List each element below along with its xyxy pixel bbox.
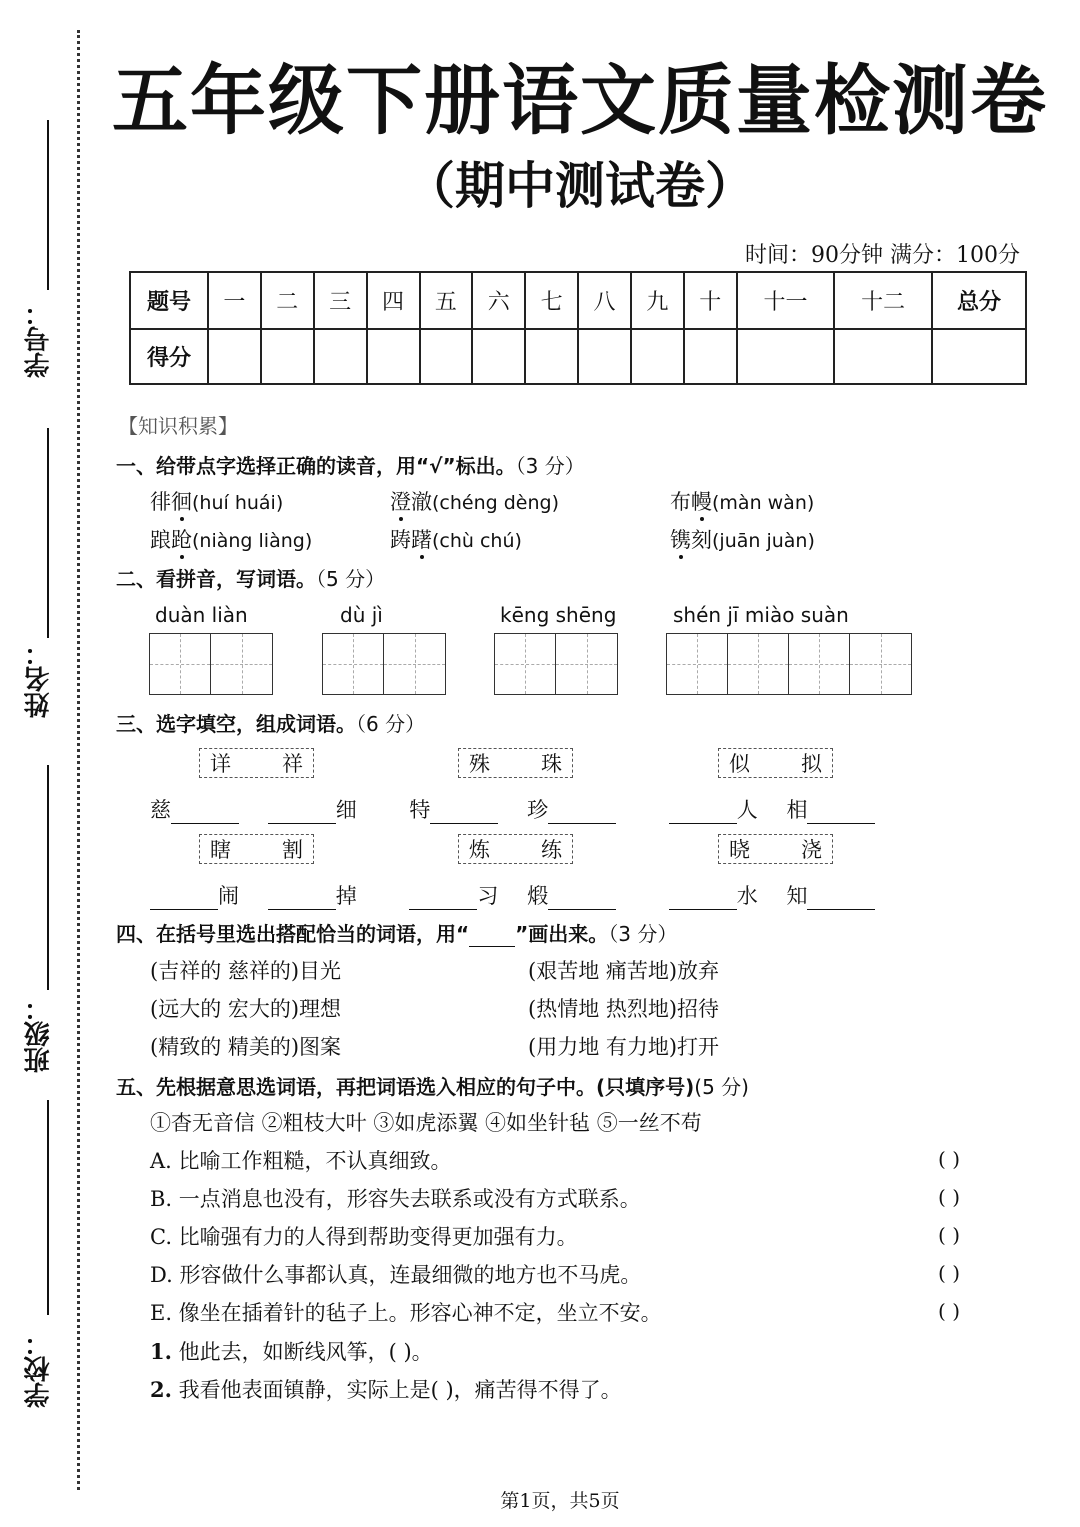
q3-char: 掉 [335,884,357,908]
q5-definition: B. 一点消息也没有，形容失去联系或没有方式联系。 [150,1187,641,1211]
q5-definition: D. 形容做什么事都认真，连最细微的地方也不马虎。 [150,1263,642,1287]
grid-cell[interactable] [495,634,556,694]
score-table-score-row [130,329,1026,384]
page-title: 五年级下册语文质量检测卷 [112,56,1048,145]
score-col: 一 [208,272,261,329]
q3-char: 慈 [150,798,171,822]
choice-char: 练 [541,838,562,862]
fill-blank[interactable] [268,801,336,824]
q3-char: 特 [409,798,431,822]
q5-sentence-2[interactable] [150,1374,622,1404]
q1-dotted-char: 徊 [171,490,192,514]
fill-blank[interactable] [268,887,336,910]
question-4-points: （3 分） [608,922,678,946]
q2-pinyin: shén jī miào suàn [673,603,849,627]
score-col: 四 [367,272,420,329]
class-label: 班级： [24,995,54,1073]
binding-dashed-line [77,30,80,1490]
q4-item[interactable]: (热情地 热烈地)招待 [528,997,720,1021]
q3-char: 习 [477,884,499,908]
name-label: 姓名： [24,640,54,718]
q4-item[interactable]: (精致的 精美的)图案 [150,1035,342,1059]
fill-blank[interactable] [150,887,218,910]
grid-cell[interactable] [323,634,384,694]
question-3-text: 三、选字填空，组成词语。 [116,712,356,736]
q5-sentence-1[interactable] [150,1336,433,1366]
score-cell[interactable] [314,329,367,384]
q1-pinyin-choices: (niàng liàng) [192,530,313,552]
q2-pinyin: duàn liàn [155,603,248,627]
fill-blank[interactable] [548,887,616,910]
fill-blank[interactable] [669,801,737,824]
question-2-title [116,563,385,592]
school-label: 学校： [24,1330,54,1408]
q1-dotted-char: 镌 [670,528,691,552]
choice-char: 割 [282,838,303,862]
row-header-score: 得分 [130,329,208,384]
fill-blank[interactable] [807,801,875,824]
score-col: 九 [631,272,684,329]
q5-definition: A. 比喻工作粗糙，不认真细致。 [150,1149,452,1173]
grid-cell[interactable] [728,634,789,694]
question-5-title [116,1071,749,1100]
choice-char: 珠 [541,752,562,776]
grid-cell[interactable] [384,634,445,694]
grid-cell[interactable] [850,634,911,694]
score-cell[interactable] [420,329,473,384]
school-line [47,1100,49,1315]
q3-char: 相 [786,798,808,822]
q1-pinyin-choices: (juān juàn) [712,530,815,552]
choice-char: 炼 [469,838,490,862]
fill-blank[interactable] [669,887,737,910]
score-col: 十一 [737,272,835,329]
q2-pinyin: dù jì [340,603,383,627]
q5-definition: E. 像坐在插着针的毡子上。形容心神不定，坐立不安。 [150,1301,662,1325]
q1-dotted-char: 跄 [171,528,192,552]
q1-char: 澈 [411,490,432,514]
score-col-total: 总分 [932,272,1026,329]
choice-char: 浇 [801,838,822,862]
q1-dotted-char: 幔 [691,490,712,514]
question-4-title [116,918,677,947]
score-cell[interactable] [472,329,525,384]
q4-item[interactable]: (艰苦地 痛苦地)放弃 [528,959,720,983]
question-3-points: （6 分） [356,712,426,736]
score-col: 三 [314,272,367,329]
fill-blank[interactable] [548,801,616,824]
score-cell[interactable] [578,329,631,384]
q4-item[interactable]: (远大的 宏大的)理想 [150,997,342,1021]
q1-dotted-char: 澄 [390,490,411,514]
question-3-title [116,708,425,737]
question-5-points: (5 分) [694,1075,749,1099]
q4-item[interactable]: (吉祥的 慈祥的)目光 [150,959,342,983]
choice-char: 拟 [801,752,822,776]
writing-grid[interactable] [322,633,446,695]
grid-cell[interactable] [150,634,211,694]
sentence-number: 2. [150,1377,172,1402]
time-info: 时间：90分钟 满分：100分 [745,243,1020,268]
score-cell[interactable] [208,329,261,384]
page-footer: 第1页，共5页 [500,1490,620,1512]
grid-cell[interactable] [667,634,728,694]
q1-char: 徘 [150,490,171,514]
choice-char: 详 [210,752,231,776]
question-2-text: 二、看拼音，写词语。 [116,567,316,591]
score-cell[interactable] [631,329,684,384]
q1-pinyin-choices: (huí huái) [192,492,284,514]
char-choice-box [199,748,314,778]
score-col: 二 [261,272,314,329]
grid-cell[interactable] [211,634,272,694]
answer-paren[interactable]: ( ) [938,1299,960,1323]
grid-cell[interactable] [789,634,850,694]
question-1-points: （3 分） [515,454,585,478]
score-cell[interactable] [834,329,932,384]
score-cell[interactable] [737,329,835,384]
q1-pinyin-choices: (chéng dèng) [432,492,559,514]
score-cell[interactable] [525,329,578,384]
fill-blank[interactable] [171,801,239,824]
q1-item[interactable] [390,486,559,516]
q3-fill-row-2 [150,880,875,910]
question-2-points: （5 分） [316,567,386,591]
question-1-text: 一、给带点字选择正确的读音，用“√”标出。 [116,454,516,478]
score-col: 十二 [834,272,932,329]
q1-dotted-char: 躇 [411,528,432,552]
q1-pinyin-choices: (màn wàn) [712,492,815,514]
q1-char: 布 [670,490,691,514]
q3-char: 细 [335,798,357,822]
fill-blank[interactable] [807,887,875,910]
score-cell[interactable] [684,329,737,384]
student-id-label: 学号： [24,300,54,378]
char-choice-box [718,748,833,778]
score-table [129,271,1027,385]
q3-char: 水 [736,884,758,908]
class-line [47,765,49,990]
score-cell-total[interactable] [932,329,1026,384]
sentence-number: 1. [150,1339,172,1364]
underline-sample [469,928,515,947]
answer-paren[interactable]: ( ) [938,1147,960,1171]
score-col: 十 [684,272,737,329]
choice-char: 祥 [282,752,303,776]
question-4-text-b: ”画出来。 [515,922,609,946]
score-col: 五 [420,272,473,329]
score-cell[interactable] [367,329,420,384]
sentence-text: 他此去，如断线风筝，( )。 [178,1340,433,1364]
char-choice-box [458,834,573,864]
score-col: 七 [525,272,578,329]
q1-pinyin-choices: (chù chú) [432,530,522,552]
choice-char: 晓 [729,838,750,862]
choice-char: 瞎 [210,838,231,862]
q3-char: 珍 [527,798,549,822]
answer-paren[interactable]: ( ) [938,1185,960,1209]
q5-definition: C. 比喻强有力的人得到帮助变得更加强有力。 [150,1225,578,1249]
q3-char: 知 [786,884,808,908]
writing-grid[interactable] [149,633,273,695]
q1-item[interactable] [390,524,522,554]
choice-char: 殊 [469,752,490,776]
q1-item[interactable] [670,524,815,554]
score-cell[interactable] [261,329,314,384]
q1-item[interactable] [670,486,814,516]
q1-char: 踉 [150,528,171,552]
writing-grid[interactable] [494,633,618,695]
question-1-title [116,450,585,479]
grid-cell[interactable] [556,634,617,694]
name-line [47,428,49,638]
q1-char: 踌 [390,528,411,552]
section-heading: 【知识积累】 [118,414,238,438]
q3-char: 闹 [218,884,239,908]
char-choice-box [458,748,573,778]
q3-char: 煅 [527,884,549,908]
score-table-header-row [130,272,1026,329]
q1-char: 刻 [691,528,712,552]
sentence-text: 我看他表面镇静，实际上是( )，痛苦得不得了。 [178,1378,622,1402]
score-col: 八 [578,272,631,329]
char-choice-box [718,834,833,864]
choice-char: 似 [729,752,750,776]
q5-options: ①杳无音信 ②粗枝大叶 ③如虎添翼 ④如坐针毡 ⑤一丝不苟 [150,1111,702,1135]
q2-pinyin: kēng shēng [500,603,617,627]
char-choice-box [199,834,314,864]
q3-fill-row-1 [150,794,875,824]
writing-grid[interactable] [666,633,912,695]
answer-paren[interactable]: ( ) [938,1223,960,1247]
question-4-text-a: 四、在括号里选出搭配恰当的词语，用“ [116,922,470,946]
q1-item[interactable] [150,486,283,516]
answer-paren[interactable]: ( ) [938,1261,960,1285]
score-col: 六 [472,272,525,329]
fill-blank[interactable] [430,801,498,824]
fill-blank[interactable] [409,887,477,910]
row-header-number: 题号 [130,272,208,329]
q4-item[interactable]: (用力地 有力地)打开 [528,1035,720,1059]
page-subtitle: （期中测试卷） [405,156,755,215]
q3-char: 人 [736,798,758,822]
q1-item[interactable] [150,524,312,554]
question-5-text: 五、先根据意思选词语，再把词语选入相应的句子中。(只填序号) [116,1075,695,1099]
